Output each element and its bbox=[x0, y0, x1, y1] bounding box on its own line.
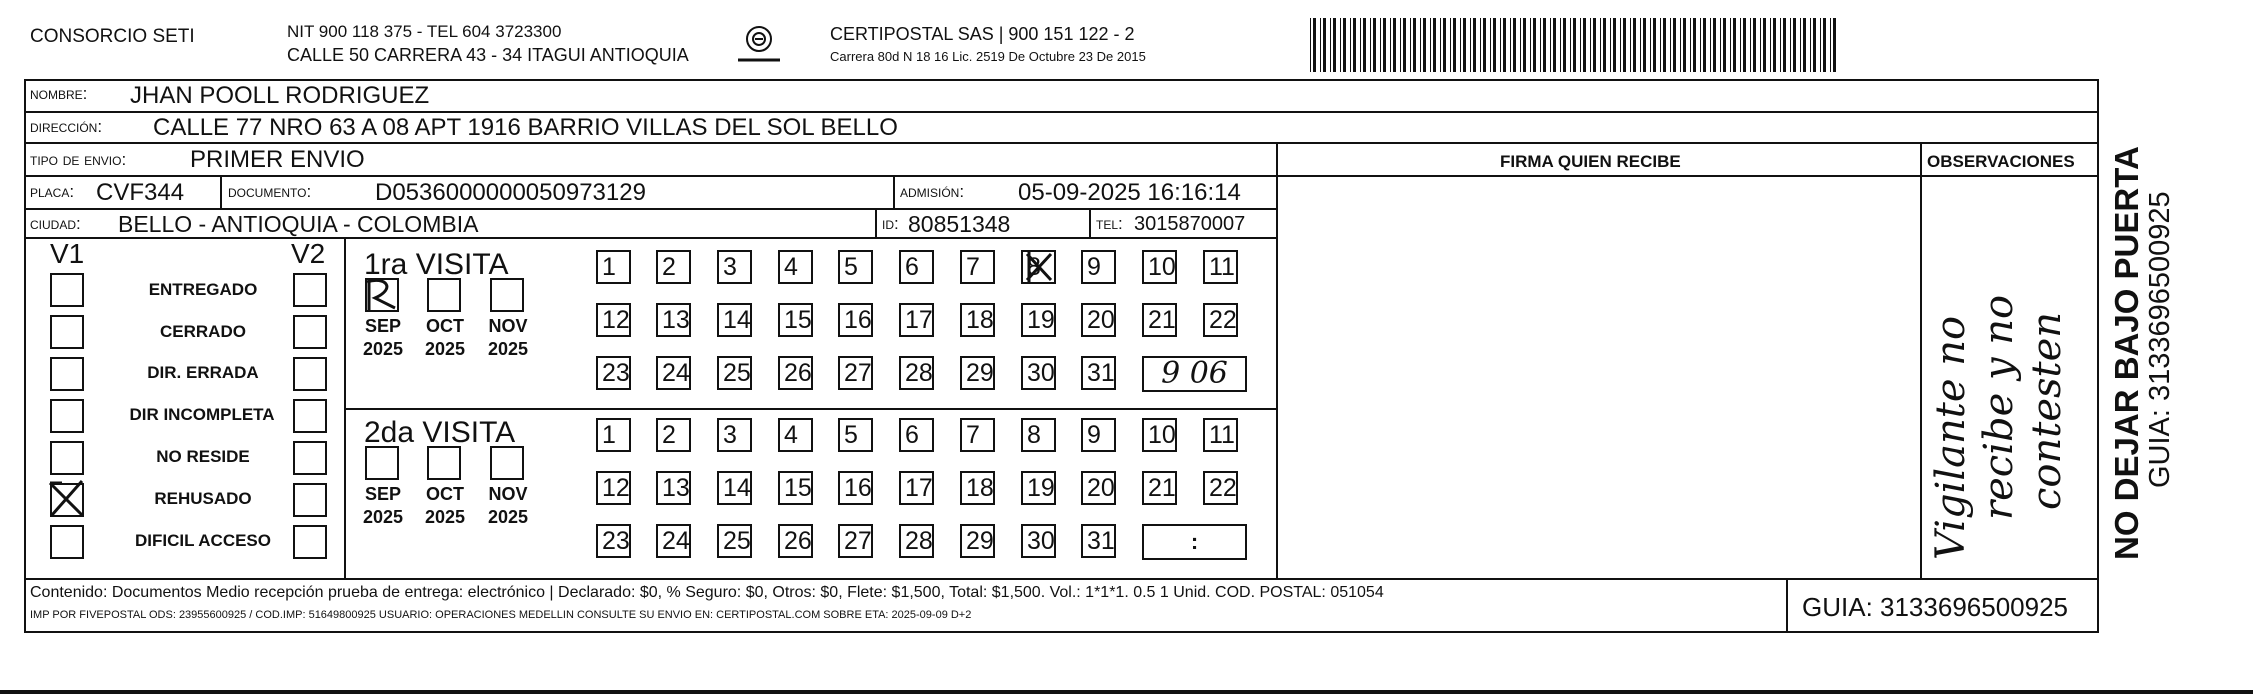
visit1-month-checkbox[interactable] bbox=[365, 278, 399, 312]
visit2-month-checkbox[interactable] bbox=[427, 446, 461, 480]
visit2-day-box[interactable]: 6 bbox=[899, 418, 934, 452]
visit1-day-box[interactable]: 16 bbox=[838, 303, 873, 337]
footer-guia: GUIA: 3133696500925 bbox=[1802, 592, 2068, 622]
v2-checkbox[interactable] bbox=[293, 399, 327, 433]
visit1-day-box[interactable]: 27 bbox=[838, 356, 873, 390]
v2-checkbox[interactable] bbox=[293, 483, 327, 517]
ciudad-label: ciudad: bbox=[30, 214, 81, 233]
visit2-day-box[interactable]: 24 bbox=[656, 524, 691, 558]
v2-checkbox[interactable] bbox=[293, 441, 327, 475]
visit2-day-box[interactable]: 30 bbox=[1021, 524, 1056, 558]
motive-label: DIR INCOMPLETA bbox=[129, 405, 275, 424]
visit2-title: 2da VISITA bbox=[364, 416, 516, 449]
visit2-month-label: NOV bbox=[488, 484, 528, 504]
visit1-day-box[interactable]: 25 bbox=[717, 356, 752, 390]
visit1-day-box[interactable]: 28 bbox=[899, 356, 934, 390]
motive-label: DIFICIL ACCESO bbox=[134, 531, 271, 550]
barcode bbox=[1310, 18, 1845, 72]
motive-label: ENTREGADO bbox=[148, 280, 258, 299]
footer-imp: IMP POR FIVEPOSTAL ODS: 23955600925 / COD.IMP: 51649800925 USUARIO: OPERACIONES MEDELLIN CONSULTE SU ENVIO EN: CERTIPOSTAL.COM SOBRE ETA: 2025-09-09 D+2 bbox=[30, 609, 972, 621]
visit1-month-label: OCT bbox=[426, 316, 464, 336]
visit1-day-box[interactable]: 4 bbox=[778, 250, 813, 284]
v2-checkbox[interactable] bbox=[293, 525, 327, 559]
obs-line-1: Vigilante no bbox=[1928, 315, 1974, 560]
visit1-day-box[interactable]: 30 bbox=[1021, 356, 1056, 390]
direccion-label: dirección: bbox=[30, 117, 103, 136]
address-line: CALLE 50 CARRERA 43 - 34 ITAGUI ANTIOQUIA bbox=[287, 45, 689, 65]
visit2-day-box[interactable]: 21 bbox=[1142, 471, 1177, 505]
v1-label: V1 bbox=[50, 238, 85, 269]
cut-line bbox=[0, 690, 2253, 694]
visit1-day-box[interactable]: 14 bbox=[717, 303, 752, 337]
visit2-month-label: SEP bbox=[364, 484, 402, 504]
v2-checkbox[interactable] bbox=[293, 273, 327, 307]
placa-label: placa: bbox=[30, 182, 75, 201]
direccion-value: CALLE 77 NRO 63 A 08 APT 1916 BARRIO VILLAS DEL SOL BELLO bbox=[153, 114, 898, 141]
visit1-day-box[interactable]: 11 bbox=[1203, 250, 1238, 284]
motive-label: DIR. ERRADA bbox=[147, 363, 259, 382]
visit2-day-box[interactable]: 12 bbox=[596, 471, 631, 505]
firma-header: FIRMA QUIEN RECIBE bbox=[1500, 152, 1681, 171]
visit2-day-box[interactable]: 9 bbox=[1081, 418, 1116, 452]
visit2-month-label: OCT bbox=[426, 484, 464, 504]
visit1-day-box[interactable]: 1 bbox=[596, 250, 631, 284]
visit1-month-checkbox[interactable] bbox=[490, 278, 524, 312]
tipo-value: PRIMER ENVIO bbox=[190, 146, 365, 173]
visit2-day-box[interactable]: 20 bbox=[1081, 471, 1116, 505]
visit2-day-box[interactable]: 14 bbox=[717, 471, 752, 505]
visit1-day-box[interactable]: 17 bbox=[899, 303, 934, 337]
visit1-day-box[interactable]: 19 bbox=[1021, 303, 1056, 337]
visit2-time-value: : bbox=[1190, 529, 1199, 554]
visit2-day-box[interactable]: 25 bbox=[717, 524, 752, 558]
visit1-year-label: 2025 bbox=[362, 339, 404, 359]
admision-label: admisión: bbox=[900, 182, 965, 201]
visit1-day-box[interactable]: 15 bbox=[778, 303, 813, 337]
nombre-label: nombre: bbox=[30, 84, 88, 103]
tel-label: tel: bbox=[1096, 214, 1123, 233]
visit1-day-box[interactable]: 18 bbox=[960, 303, 995, 337]
side-guia: GUIA: 3133696500925 bbox=[2144, 191, 2176, 488]
visit1-day-box[interactable]: 6 bbox=[899, 250, 934, 284]
admision-value: 05-09-2025 16:16:14 bbox=[1018, 179, 1241, 206]
placa-value: CVF344 bbox=[96, 179, 185, 206]
documento-label: documento: bbox=[228, 182, 312, 201]
v2-checkbox[interactable] bbox=[293, 357, 327, 391]
obs-line-3: contesten bbox=[2024, 311, 2070, 510]
visit2-day-box[interactable]: 10 bbox=[1142, 418, 1177, 452]
visit1-title: 1ra VISITA bbox=[364, 248, 509, 281]
no-dejar-bajo-puerta: NO DEJAR BAJO PUERTA bbox=[2108, 146, 2145, 560]
visit1-day-box[interactable]: 2 bbox=[656, 250, 691, 284]
visit2-day-box[interactable]: 5 bbox=[838, 418, 873, 452]
visit1-day-box[interactable]: 5 bbox=[838, 250, 873, 284]
nit-line: NIT 900 118 375 - TEL 604 3723300 bbox=[287, 22, 562, 41]
visit2-day-box[interactable]: 7 bbox=[960, 418, 995, 452]
visit1-day-box[interactable]: 3 bbox=[717, 250, 752, 284]
visit2-day-box[interactable]: 17 bbox=[899, 471, 934, 505]
v1-checkbox[interactable] bbox=[50, 273, 84, 307]
certipostal-logo bbox=[734, 24, 784, 66]
v1-checkbox[interactable] bbox=[50, 399, 84, 433]
visit2-day-box[interactable]: 11 bbox=[1203, 418, 1238, 452]
visit2-day-box[interactable]: 26 bbox=[778, 524, 813, 558]
visit1-month-label: NOV bbox=[488, 316, 528, 336]
visit2-month-checkbox[interactable] bbox=[365, 446, 399, 480]
visit1-day-box[interactable]: 8 bbox=[1021, 250, 1056, 284]
visit2-day-box[interactable]: 1 bbox=[596, 418, 631, 452]
motive-label: NO RESIDE bbox=[156, 447, 250, 466]
observaciones-handwritten bbox=[1928, 180, 2078, 560]
visit2-day-box[interactable]: 27 bbox=[838, 524, 873, 558]
nombre-value: JHAN POOLL RODRIGUEZ bbox=[130, 82, 430, 109]
visit2-year-label: 2025 bbox=[424, 507, 466, 527]
visit2-day-box[interactable]: 2 bbox=[656, 418, 691, 452]
visit1-day-box[interactable]: 22 bbox=[1203, 303, 1238, 337]
company-name: CONSORCIO SETI bbox=[30, 26, 195, 47]
obs-line-2: recibe y no bbox=[1976, 294, 2022, 520]
visit2-day-box[interactable]: 28 bbox=[899, 524, 934, 558]
visit1-day-box[interactable]: 9 bbox=[1081, 250, 1116, 284]
tipo-label: tipo de envio: bbox=[30, 150, 127, 169]
visit1-day-box[interactable]: 23 bbox=[596, 356, 631, 390]
visit2-day-box[interactable]: 4 bbox=[778, 418, 813, 452]
v1-checkbox[interactable] bbox=[50, 483, 84, 517]
v1-checkbox[interactable] bbox=[50, 357, 84, 391]
v1-checkbox[interactable] bbox=[50, 525, 84, 559]
visit1-day-box[interactable]: 24 bbox=[656, 356, 691, 390]
visit1-year-label: 2025 bbox=[487, 339, 529, 359]
motive-label: CERRADO bbox=[160, 322, 246, 341]
v2-checkbox[interactable] bbox=[293, 315, 327, 349]
ciudad-value: BELLO - ANTIOQUIA - COLOMBIA bbox=[118, 211, 479, 237]
visit2-day-box[interactable]: 13 bbox=[656, 471, 691, 505]
visit2-day-box[interactable]: 3 bbox=[717, 418, 752, 452]
visit2-year-label: 2025 bbox=[487, 507, 529, 527]
visit1-day-box[interactable]: 20 bbox=[1081, 303, 1116, 337]
visit2-day-box[interactable]: 16 bbox=[838, 471, 873, 505]
visit1-month-label: SEP bbox=[364, 316, 402, 336]
visit1-day-box[interactable]: 29 bbox=[960, 356, 995, 390]
visit2-day-box[interactable]: 23 bbox=[596, 524, 631, 558]
motive-label: REHUSADO bbox=[154, 489, 252, 508]
observaciones-header: OBSERVACIONES bbox=[1927, 152, 2075, 171]
v2-label: V2 bbox=[291, 238, 326, 269]
visit1-day-box[interactable]: 26 bbox=[778, 356, 813, 390]
visit1-day-box[interactable]: 21 bbox=[1142, 303, 1177, 337]
visit1-month-checkbox[interactable] bbox=[427, 278, 461, 312]
id-value: 80851348 bbox=[908, 211, 1011, 237]
firma-area[interactable] bbox=[1278, 177, 1920, 578]
visit2-day-box[interactable]: 31 bbox=[1081, 524, 1116, 558]
visit2-time-box[interactable] bbox=[1142, 524, 1247, 560]
tel-value: 3015870007 bbox=[1134, 213, 1246, 235]
v1-checkbox[interactable] bbox=[50, 315, 84, 349]
visit1-day-box[interactable]: 12 bbox=[596, 303, 631, 337]
visit1-day-box[interactable]: 10 bbox=[1142, 250, 1177, 284]
visit1-year-label: 2025 bbox=[424, 339, 466, 359]
visit1-day-box[interactable]: 13 bbox=[656, 303, 691, 337]
footer-contenido: Contenido: Documentos Medio recepción prueba de entrega: electrónico | Declarado: $0, % Seguro: $0, Otros: $0, Flete: $1,500, Total: $1,500. Vol.: 1*1*1. 0.5 1 Unid. COD. POSTAL: 051054 bbox=[30, 584, 1384, 601]
visit2-day-box[interactable]: 19 bbox=[1021, 471, 1056, 505]
visit2-day-box[interactable]: 22 bbox=[1203, 471, 1238, 505]
visit2-day-box[interactable]: 29 bbox=[960, 524, 995, 558]
visit2-day-box[interactable]: 18 bbox=[960, 471, 995, 505]
visit1-time-box[interactable] bbox=[1142, 356, 1247, 392]
visit2-day-box[interactable]: 15 bbox=[778, 471, 813, 505]
visit1-day-box[interactable]: 7 bbox=[960, 250, 995, 284]
visit2-month-checkbox[interactable] bbox=[490, 446, 524, 480]
documento-value: D0536000000050973129 bbox=[375, 179, 646, 206]
visit1-day-box[interactable]: 31 bbox=[1081, 356, 1116, 390]
visit2-day-box[interactable]: 8 bbox=[1021, 418, 1056, 452]
visit2-year-label: 2025 bbox=[362, 507, 404, 527]
license-line: Carrera 80d N 18 16 Lic. 2519 De Octubre 23 De 2015 bbox=[830, 49, 1146, 64]
v1-checkbox[interactable] bbox=[50, 441, 84, 475]
visit1-time-value: 9 06 bbox=[1161, 356, 1228, 391]
id-label: id: bbox=[882, 214, 899, 233]
certipostal-line: CERTIPOSTAL SAS | 900 151 122 - 2 bbox=[830, 24, 1135, 44]
